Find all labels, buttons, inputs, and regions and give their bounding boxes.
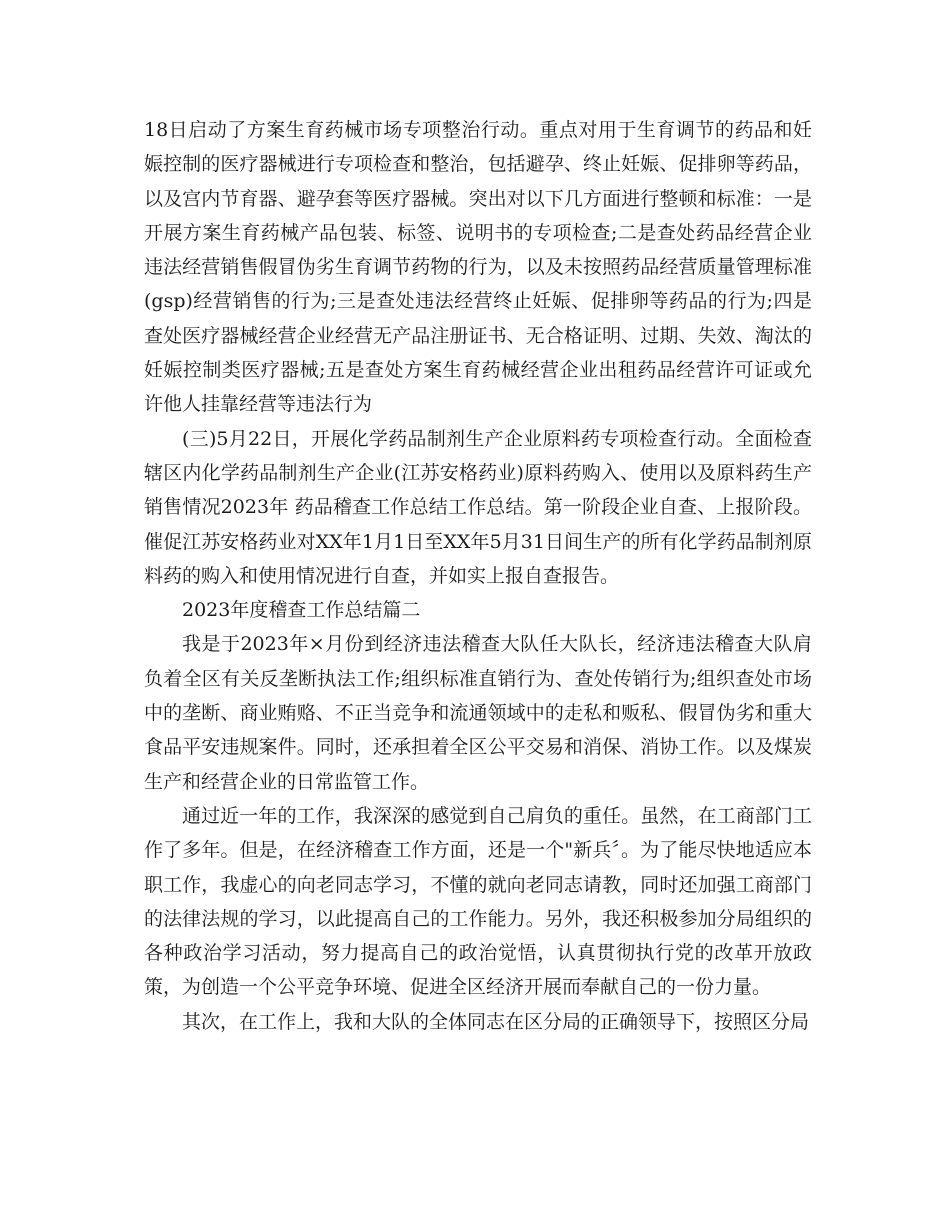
paragraph-section-three: (三)5月22日，开展化学药品制剂生产企业原料药专项检查行动。全面检查辖区内化学药品制剂生产企业(江苏安格药业)原料药购入、使用以及原料药生产销售情况2023年 药品稽查工作总结工作总结。第一阶段企业自查、上报阶段。催促江苏安格药业对XX年1月1日至XX年5月31日间生产的所有化学药品制剂原料药的购入和使用情况进行自查，并如实上报自查报告。: [144, 427, 812, 587]
paragraph-continuation: 18日启动了方案生育药械市场专项整治行动。重点对用于生育调节的药品和妊娠控制的医疗器械进行专项检查和整治，包括避孕、终止妊娠、促排卵等药品，以及宫内节育器、避孕套等医疗器械。突出对以下几方面进行整顿和标准：一是开展方案生育药械产品包装、标签、说明书的专项检查;二是查处药品经营企业违法经营销售假冒伪劣生育调节药物的行为，以及未按照药品经营质量管理标准(gsp)经营销售的行为;三是查处违法经营终止妊娠、促排卵等药品的行为;四是查处医疗器械经营企业经营无产品注册证书、无合格证明、过期、失效、淘汰的妊娠控制类医疗器械;五是查处方案生育药械经营企业出租药品经营许可证或允许他人挂靠经营等违法行为: [144, 119, 812, 416]
paragraph-second: 其次，在工作上，我和大队的全体同志在区分局的正确领导下，按照区分局: [182, 1010, 810, 1033]
paragraph-reflection: 通过近一年的工作，我深深的感觉到自己肩负的重任。虽然，在工商部门工作了多年。但是，在经济稽查工作方面，还是一个"新兵〞。为了能尽快地适应本职工作，我虚心的向老同志学习，不懂的就向老同志请教，同时还加强工商部门的法律法规的学习，以此提高自己的工作能力。另外，我还积极参加分局组织的各种政治学习活动，努力提高自己的政治觉悟，认真贯彻执行党的改革开放政策，为创造一个公平竞争环境、促进全区经济开展而奉献自己的一份力量。: [144, 804, 812, 999]
paragraph-intro: 我是于2023年×月份到经济违法稽查大队任大队长，经济违法稽查大队肩负着全区有关反垄断执法工作;组织标准直销行为、查处传销行为;组织查处市场中的垄断、商业贿赂、不正当竞争和流通领域中的走私和贩私、假冒伪劣和重大食品平安违规案件。同时，还承担着全区公平交易和消保、消协工作。以及煤炭生产和经营企业的日常监管工作。: [144, 633, 812, 793]
section-heading: 2023年度稽查工作总结篇二: [182, 599, 421, 622]
document-body: [144, 113, 812, 1039]
